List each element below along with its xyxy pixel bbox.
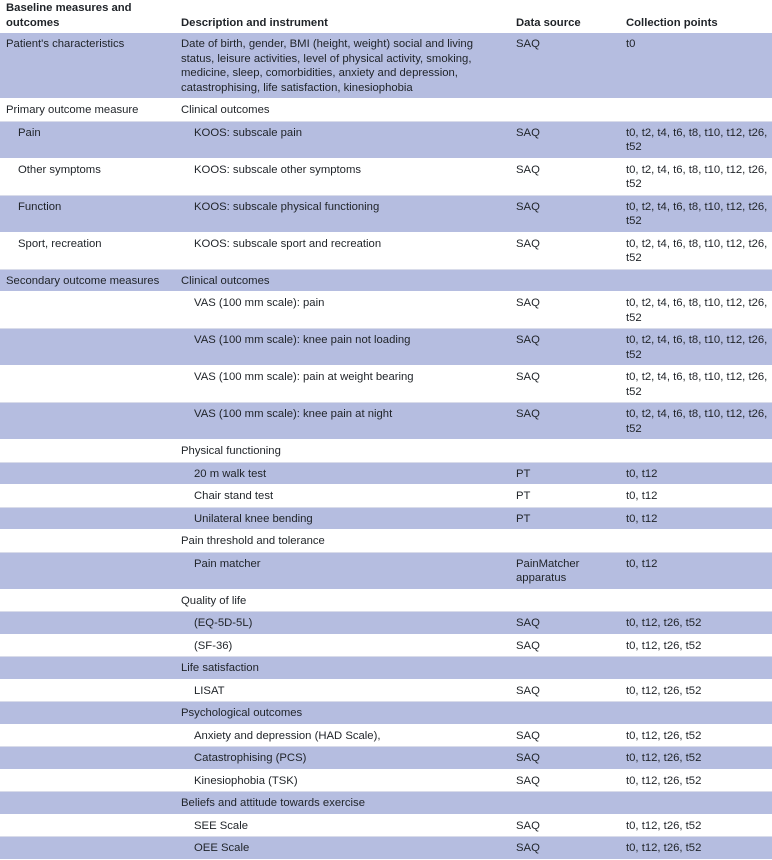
collection-points-cell bbox=[620, 99, 772, 122]
collection-points-cell: t0, t2, t4, t6, t8, t10, t12, t26, t52 bbox=[620, 121, 772, 158]
data-source-cell: SAQ bbox=[510, 403, 620, 440]
header-collection-points: Collection points bbox=[620, 0, 772, 33]
table-header-row bbox=[0, 0, 772, 33]
table-row bbox=[0, 507, 772, 530]
collection-points-cell: t0, t12 bbox=[620, 507, 772, 530]
description-cell: Beliefs and attitude towards exercise bbox=[175, 792, 510, 815]
collection-points-cell: t0, t12 bbox=[620, 552, 772, 589]
description-cell: Life satisfaction bbox=[175, 657, 510, 680]
measure-cell bbox=[0, 814, 175, 837]
header-baseline-measures: Baseline measures and outcomes bbox=[0, 0, 175, 33]
collection-points-cell: t0, t2, t4, t6, t8, t10, t12, t26, t52 bbox=[620, 158, 772, 195]
description-cell: (SF-36) bbox=[175, 634, 510, 657]
collection-points-cell: t0, t12, t26, t52 bbox=[620, 724, 772, 747]
measure-cell bbox=[0, 612, 175, 635]
collection-points-cell: t0, t12, t26, t52 bbox=[620, 679, 772, 702]
table-row bbox=[0, 121, 772, 158]
data-source-cell bbox=[510, 530, 620, 553]
measure-cell bbox=[0, 769, 175, 792]
table-body bbox=[0, 33, 772, 860]
description-cell: Clinical outcomes bbox=[175, 269, 510, 292]
description-cell: OEE Scale bbox=[175, 837, 510, 860]
description-cell: KOOS: subscale sport and recreation bbox=[175, 232, 510, 269]
description-cell: (EQ-5D-5L) bbox=[175, 612, 510, 635]
table-row bbox=[0, 814, 772, 837]
table-row bbox=[0, 485, 772, 508]
data-source-cell: SAQ bbox=[510, 837, 620, 860]
table-row bbox=[0, 837, 772, 860]
table-row bbox=[0, 747, 772, 770]
data-source-cell: PT bbox=[510, 507, 620, 530]
measure-cell bbox=[0, 292, 175, 329]
data-source-cell bbox=[510, 269, 620, 292]
header-data-source: Data source bbox=[510, 0, 620, 33]
description-cell: Anxiety and depression (HAD Scale), bbox=[175, 724, 510, 747]
measure-cell bbox=[0, 634, 175, 657]
collection-points-cell: t0, t2, t4, t6, t8, t10, t12, t26, t52 bbox=[620, 366, 772, 403]
table-row bbox=[0, 195, 772, 232]
collection-points-cell: t0, t12 bbox=[620, 485, 772, 508]
measure-cell bbox=[0, 747, 175, 770]
measure-cell: Primary outcome measure bbox=[0, 99, 175, 122]
table-row bbox=[0, 634, 772, 657]
description-cell: Unilateral knee bending bbox=[175, 507, 510, 530]
table-row bbox=[0, 329, 772, 366]
table-row bbox=[0, 552, 772, 589]
collection-points-cell: t0, t2, t4, t6, t8, t10, t12, t26, t52 bbox=[620, 403, 772, 440]
collection-points-cell: t0, t2, t4, t6, t8, t10, t12, t26, t52 bbox=[620, 195, 772, 232]
measure-cell: Pain bbox=[0, 121, 175, 158]
description-cell: Physical functioning bbox=[175, 440, 510, 463]
data-source-cell: SAQ bbox=[510, 747, 620, 770]
table-row bbox=[0, 33, 772, 99]
measure-cell bbox=[0, 552, 175, 589]
table-row bbox=[0, 158, 772, 195]
collection-points-cell bbox=[620, 657, 772, 680]
table-row bbox=[0, 366, 772, 403]
data-source-cell: SAQ bbox=[510, 195, 620, 232]
collection-points-cell bbox=[620, 702, 772, 725]
description-cell: Catastrophising (PCS) bbox=[175, 747, 510, 770]
collection-points-cell: t0, t2, t4, t6, t8, t10, t12, t26, t52 bbox=[620, 292, 772, 329]
table-row bbox=[0, 657, 772, 680]
data-source-cell bbox=[510, 702, 620, 725]
table-row bbox=[0, 99, 772, 122]
data-source-cell: SAQ bbox=[510, 769, 620, 792]
data-source-cell: SAQ bbox=[510, 814, 620, 837]
measure-cell bbox=[0, 403, 175, 440]
description-cell: VAS (100 mm scale): knee pain not loading bbox=[175, 329, 510, 366]
measure-cell: Sport, recreation bbox=[0, 232, 175, 269]
description-cell: Kinesiophobia (TSK) bbox=[175, 769, 510, 792]
data-source-cell: SAQ bbox=[510, 679, 620, 702]
description-cell: VAS (100 mm scale): pain bbox=[175, 292, 510, 329]
data-source-cell bbox=[510, 657, 620, 680]
data-source-cell: SAQ bbox=[510, 366, 620, 403]
collection-points-cell bbox=[620, 440, 772, 463]
table-row bbox=[0, 462, 772, 485]
description-cell: Quality of life bbox=[175, 589, 510, 612]
description-cell: VAS (100 mm scale): knee pain at night bbox=[175, 403, 510, 440]
measure-cell bbox=[0, 837, 175, 860]
table-row bbox=[0, 612, 772, 635]
description-cell: Psychological outcomes bbox=[175, 702, 510, 725]
collection-points-cell: t0, t2, t4, t6, t8, t10, t12, t26, t52 bbox=[620, 232, 772, 269]
measure-cell bbox=[0, 657, 175, 680]
data-source-cell: SAQ bbox=[510, 292, 620, 329]
table-row bbox=[0, 724, 772, 747]
collection-points-cell: t0, t12, t26, t52 bbox=[620, 814, 772, 837]
measure-cell: Other symptoms bbox=[0, 158, 175, 195]
table-row bbox=[0, 269, 772, 292]
measure-cell bbox=[0, 507, 175, 530]
collection-points-cell: t0 bbox=[620, 33, 772, 99]
data-source-cell: SAQ bbox=[510, 329, 620, 366]
collection-points-cell: t0, t12 bbox=[620, 462, 772, 485]
table-row bbox=[0, 403, 772, 440]
table-row bbox=[0, 769, 772, 792]
collection-points-cell: t0, t2, t4, t6, t8, t10, t12, t26, t52 bbox=[620, 329, 772, 366]
measure-cell bbox=[0, 702, 175, 725]
measure-cell bbox=[0, 440, 175, 463]
measure-cell bbox=[0, 589, 175, 612]
table-row bbox=[0, 702, 772, 725]
description-cell: LISAT bbox=[175, 679, 510, 702]
measure-cell: Patient's characteristics bbox=[0, 33, 175, 99]
measure-cell: Function bbox=[0, 195, 175, 232]
description-cell: KOOS: subscale other symptoms bbox=[175, 158, 510, 195]
description-cell: Date of birth, gender, BMI (height, weight) social and living status, leisure activities, level of physical activity, smoking, medicine, sleep, comorbidities, anxiety and depression, catastrophising, life satisfaction, kinesiophobia bbox=[175, 33, 510, 99]
measure-cell: Secondary outcome measures bbox=[0, 269, 175, 292]
measure-cell bbox=[0, 530, 175, 553]
data-source-cell: PT bbox=[510, 485, 620, 508]
measure-cell bbox=[0, 679, 175, 702]
table-row bbox=[0, 530, 772, 553]
data-source-cell: PT bbox=[510, 462, 620, 485]
description-cell: KOOS: subscale physical functioning bbox=[175, 195, 510, 232]
collection-points-cell bbox=[620, 589, 772, 612]
table-row bbox=[0, 679, 772, 702]
data-source-cell: SAQ bbox=[510, 612, 620, 635]
collection-points-cell: t0, t12, t26, t52 bbox=[620, 634, 772, 657]
data-source-cell: SAQ bbox=[510, 634, 620, 657]
header-description: Description and instrument bbox=[175, 0, 510, 33]
measure-cell bbox=[0, 724, 175, 747]
data-source-cell bbox=[510, 99, 620, 122]
measure-cell bbox=[0, 485, 175, 508]
description-cell: VAS (100 mm scale): pain at weight bearing bbox=[175, 366, 510, 403]
measure-cell bbox=[0, 462, 175, 485]
table-row bbox=[0, 440, 772, 463]
data-source-cell bbox=[510, 440, 620, 463]
data-source-cell: PainMatcher apparatus bbox=[510, 552, 620, 589]
description-cell: KOOS: subscale pain bbox=[175, 121, 510, 158]
collection-points-cell: t0, t12, t26, t52 bbox=[620, 747, 772, 770]
measure-cell bbox=[0, 366, 175, 403]
data-source-cell: SAQ bbox=[510, 158, 620, 195]
description-cell: Pain matcher bbox=[175, 552, 510, 589]
data-source-cell: SAQ bbox=[510, 724, 620, 747]
collection-points-cell bbox=[620, 530, 772, 553]
description-cell: SEE Scale bbox=[175, 814, 510, 837]
data-source-cell: SAQ bbox=[510, 232, 620, 269]
collection-points-cell: t0, t12, t26, t52 bbox=[620, 837, 772, 860]
collection-points-cell: t0, t12, t26, t52 bbox=[620, 769, 772, 792]
collection-points-cell: t0, t12, t26, t52 bbox=[620, 612, 772, 635]
table-row bbox=[0, 232, 772, 269]
table-row bbox=[0, 292, 772, 329]
description-cell: Pain threshold and tolerance bbox=[175, 530, 510, 553]
table-row bbox=[0, 589, 772, 612]
data-source-cell: SAQ bbox=[510, 121, 620, 158]
collection-points-cell bbox=[620, 269, 772, 292]
description-cell: 20 m walk test bbox=[175, 462, 510, 485]
description-cell: Clinical outcomes bbox=[175, 99, 510, 122]
data-source-cell: SAQ bbox=[510, 33, 620, 99]
data-source-cell bbox=[510, 589, 620, 612]
measure-cell bbox=[0, 329, 175, 366]
description-cell: Chair stand test bbox=[175, 485, 510, 508]
